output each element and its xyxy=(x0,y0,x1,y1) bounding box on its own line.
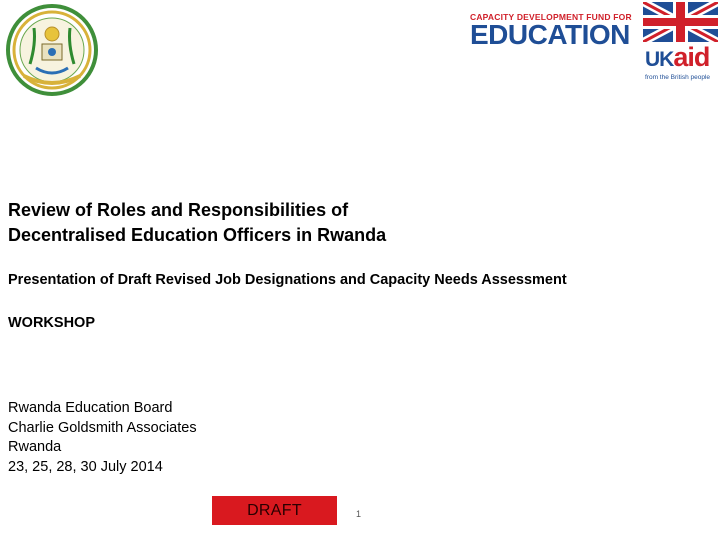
slide-title xyxy=(8,198,708,248)
credit-org-2: Charlie Goldsmith Associates xyxy=(8,419,197,436)
credit-dates: 23, 25, 28, 30 July 2014 xyxy=(8,458,163,475)
slide-subtitle: Presentation of Draft Revised Job Designations and Capacity Needs Assessment xyxy=(8,272,567,288)
ukaid-logo xyxy=(645,44,720,81)
credit-country: Rwanda xyxy=(8,439,62,455)
cdf-logo-main-text: EDUCATION xyxy=(470,19,630,50)
title-line-1: Review of Roles and Responsibilities of xyxy=(8,200,349,220)
union-jack-flag-icon xyxy=(643,2,718,42)
cdf-education-logo xyxy=(470,12,630,48)
ukaid-uk-text: UK xyxy=(645,48,674,71)
draft-badge: DRAFT xyxy=(212,496,337,525)
credit-org-1: Rwanda Education Board xyxy=(8,400,173,416)
credits-block xyxy=(8,399,197,477)
title-line-2: Decentralised Education Officers in Rwanda xyxy=(8,225,387,245)
ukaid-aid-text: aid xyxy=(673,42,710,72)
cdf-logo-top-text: CAPACITY DEVELOPMENT FUND FOR xyxy=(470,12,632,22)
ukaid-tagline: from the British people xyxy=(645,74,711,81)
rwanda-seal-logo xyxy=(6,4,98,96)
page-number: 1 xyxy=(356,509,362,519)
workshop-label: WORKSHOP xyxy=(8,315,95,331)
